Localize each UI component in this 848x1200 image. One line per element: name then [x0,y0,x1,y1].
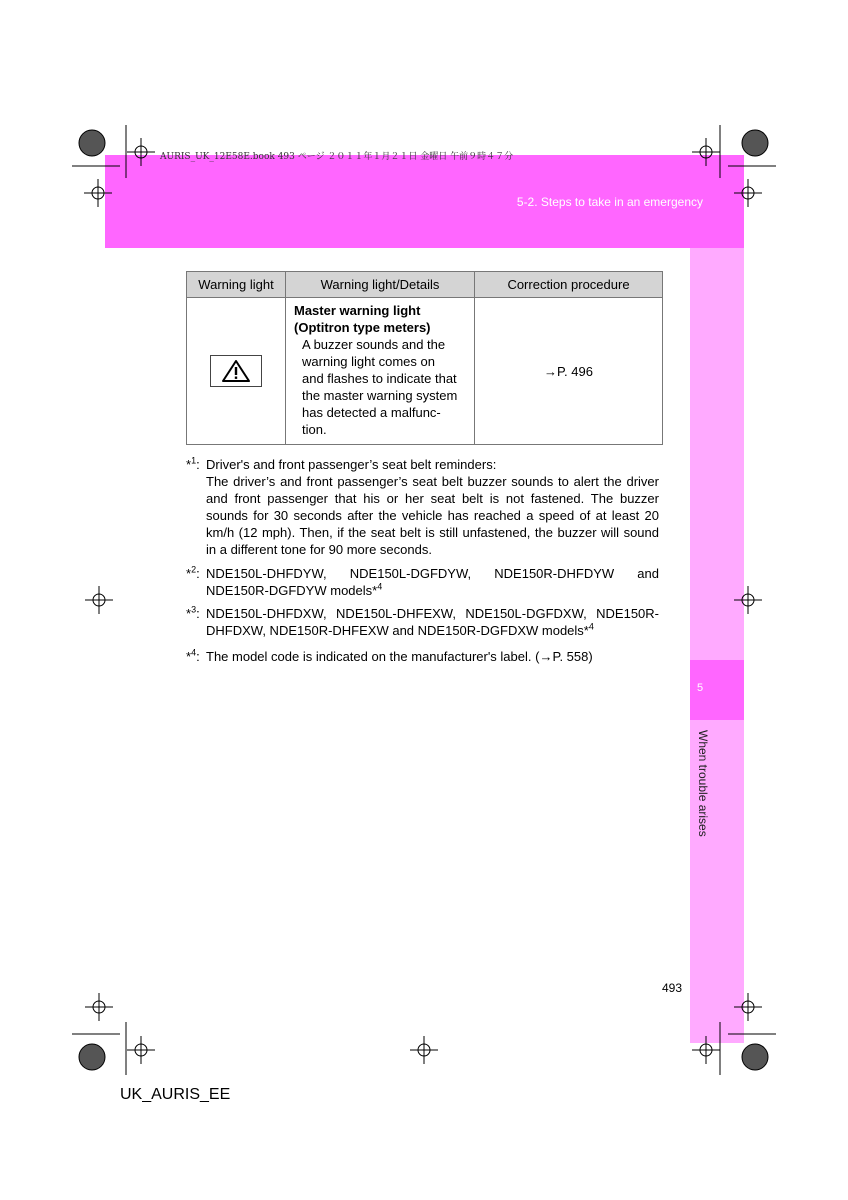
footnote-text: The driver’s and front passenger’s seat belt buzzer sounds to alert the driver and front passenger that his or her seat belt is not fastened. The buzzer sounds for 30 seconds after the vehicle has reached a speed of at least 20 km/h (12 mph). Then, if the seat belt is still unfastened, the buzzer will sound in a different tone for 90 more seconds. [206,474,659,557]
footnote-marker: *$^4$: [186,647,200,664]
column-header: Warning light [187,272,286,298]
correction-cell [475,298,663,445]
warning-subtitle: (Optitron type meters) [294,320,431,335]
document-id: UK_AURIS_EE [120,1086,231,1103]
color-target-icon [79,1044,105,1070]
color-target-icon [742,1044,768,1070]
master-warning-icon [210,355,262,387]
warning-description [294,336,466,438]
footnote-marker: *$^3$: [186,604,200,621]
description-line: has detected a malfunc- [302,405,441,420]
page-reference: P. 496 [557,363,593,379]
description-line: and flashes to indicate that [302,371,457,386]
footnote-text: The model code is indicated on the manufacturer's label. (→P. 558) [206,649,593,664]
footnote-heading: Driver's and front passenger’s seat belt reminders: [206,457,497,472]
color-target-icon [79,130,105,156]
arrow-icon: → [544,363,558,379]
warning-details-cell [286,298,475,445]
page-number: 493 [662,981,683,995]
chapter-number: 5 [696,682,704,694]
description-line: A buzzer sounds and the [302,337,446,352]
footnote-4 [186,648,659,665]
footnote-marker: *$^2$: [186,564,200,581]
print-info-line: AURIS_UK_12E58E.book 493 ページ ２０１１年１月２１日 金曜日 午前９時４７分 [160,152,514,162]
column-header: Correction procedure [475,272,663,298]
warning-light-table [186,271,663,445]
description-line: warning light comes on [302,354,435,369]
warning-title: Master warning light [294,303,421,318]
chapter-label: When trouble arises [696,730,710,837]
table-header-row [187,272,663,298]
section-title: 5-2. Steps to take in an emergency [516,195,703,209]
color-target-icon [742,130,768,156]
footnote-marker: *$^1$: [186,455,200,472]
warning-light-cell [187,298,286,445]
arrow-icon: → [539,649,553,664]
footnote-1 [186,456,659,558]
footnote-2 [186,565,659,599]
footnote-3 [186,605,659,639]
table-row [187,298,663,445]
description-line: tion. [302,422,327,437]
description-line: the master warning system [302,388,458,403]
footnote-text: NDE150L-DHFDXW, NDE150L-DHFEXW, NDE150L-DGFDXW, NDE150R-DHFDXW, NDE150R-DHFEXW and NDE150R-DGFDXW models*$^4$ [206,606,659,638]
footnote-text: NDE150L-DHFDYW, NDE150L-DGFDYW, NDE150R-DHFDYW and NDE150R-DGFDYW models*$^4$ [206,566,659,598]
column-header: Warning light/Details [286,272,475,298]
